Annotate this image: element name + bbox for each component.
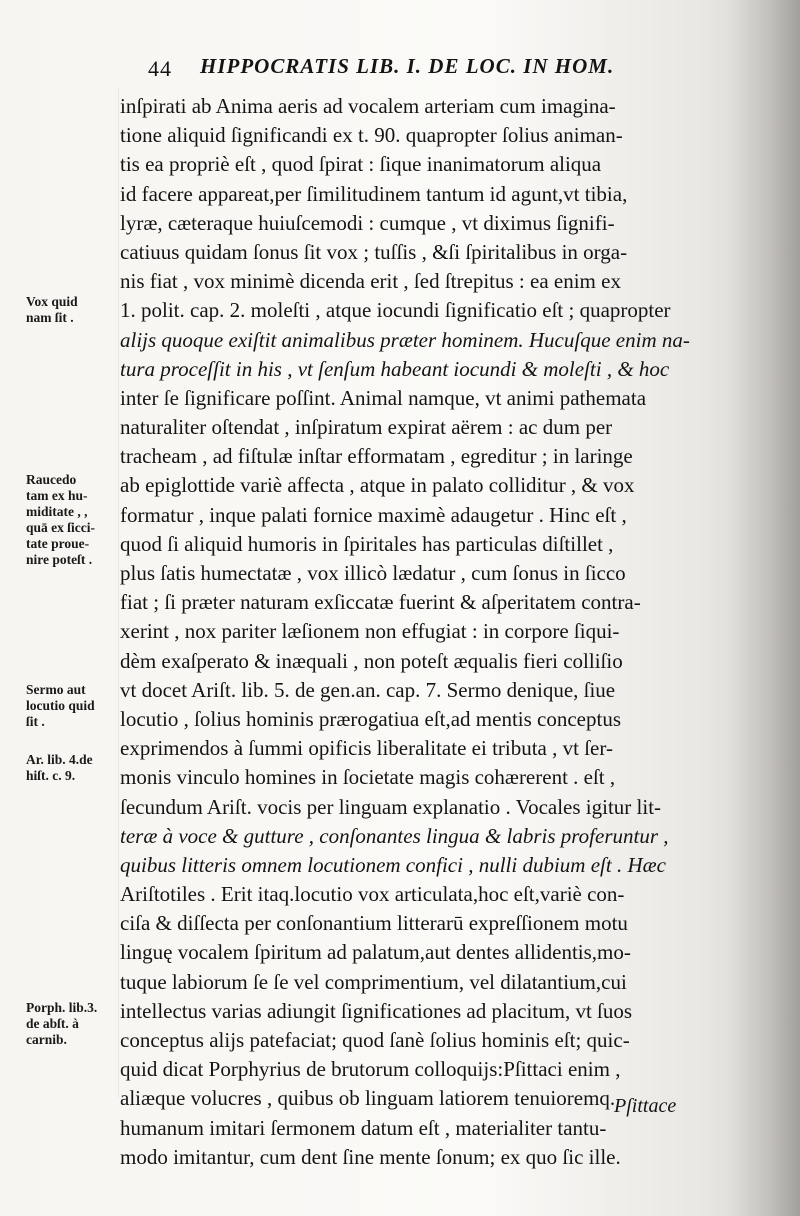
text-line: dèm exaſperato & inæquali , non poteſt æqualis fieri colliſio — [120, 648, 623, 673]
margin-note-line: carnib. — [26, 1032, 67, 1047]
margin-note-line: Ar. lib. 4.de — [26, 752, 93, 767]
margin-note-aristotle-ref — [26, 752, 122, 784]
text-line: ab epiglottide variè affecta , atque in palato colliditur , & vox — [120, 473, 635, 498]
text-line: humanum imitari ſermonem datum eſt , materialiter tantu- — [120, 1115, 607, 1140]
text-line: quod ſi aliquid humoris in ſpiritales has particulas diſtillet , — [120, 531, 614, 556]
margin-note-line: Vox quid — [26, 294, 78, 309]
text-line: conceptus alijs patefaciat; quod ſanè ſolius hominis eſt; quic- — [120, 1028, 630, 1052]
margin-note-line: locutio quid — [26, 698, 95, 713]
main-text-block — [120, 92, 715, 1172]
text-line: aliæque volucres , quibus ob linguam latiorem tenuioremq. — [120, 1086, 616, 1111]
text-line: locutio , ſolius hominis prærogatiua eſt,ad mentis conceptus — [120, 706, 622, 731]
text-line: naturaliter oſtendat , inſpiratum expirat aërem : ac dum per — [120, 415, 613, 440]
margin-note-raucedo — [26, 472, 122, 568]
page-edge-shadow — [730, 0, 800, 1216]
text-line: ciſa & diſſecta per conſonantium litterarū expreſſionem motu — [120, 911, 628, 936]
margin-note-line: tam ex hu- — [26, 488, 88, 503]
margin-note-line: miditate , , — [26, 504, 88, 519]
text-line: exprimendos à ſummi opificis liberalitate ei tributa , vt ſer- — [120, 736, 613, 761]
text-line: plus ſatis humectatæ , vox illicò lædatur , cum ſonus in ſicco — [120, 561, 626, 585]
text-line: modo imitantur, cum dent ſine mente ſonum; ex quo ſic ille. — [120, 1144, 621, 1169]
text-line: quid dicat Porphyrius de brutorum colloquijs:Pſittaci enim , — [120, 1057, 621, 1082]
margin-note-line: de abſt. à — [26, 1016, 79, 1031]
text-line: tione aliquid ſignificandi ex t. 90. quapropter ſolius animan- — [120, 123, 623, 148]
text-line: inſpirati ab Anima aeris ad vocalem arteriam cum imagina- — [120, 94, 616, 118]
margin-note-line: nire poteſt . — [26, 552, 93, 567]
margin-note-line: tate proue- — [26, 536, 90, 551]
running-title: HIPPOCRATIS LIB. I. DE LOC. IN HOM. — [200, 54, 615, 78]
text-line: xerint , nox pariter læſionem non effugiat : in corpore ſiqui- — [120, 619, 620, 644]
text-line: formatur , inque palati fornice maximè adaugetur . Hinc eſt , — [120, 502, 627, 527]
running-head — [148, 52, 693, 82]
text-line: nis fiat , vox minimè dicenda erit , ſed ſtrepitus : ea enim ex — [120, 269, 621, 294]
margin-note-sermo — [26, 682, 122, 730]
margin-note-line: ſit . — [26, 714, 45, 729]
text-line: catiuus quidam ſonus ſit vox ; tuſſis , &ſi ſpiritalibus in orga- — [120, 239, 628, 264]
text-line: tracheam , ad fiſtulæ inſtar efformatam , egreditur ; in laringe — [120, 444, 633, 469]
margin-note-line: hiſt. c. 9. — [26, 768, 76, 783]
margin-note-line: Raucedo — [26, 472, 77, 487]
text-line: linguę vocalem ſpiritum ad palatum,aut dentes allidentis,mo- — [120, 940, 631, 965]
margin-note-line: Sermo aut — [26, 682, 86, 697]
page-number: 44 — [148, 56, 172, 81]
catchword: Pſittace — [614, 1095, 677, 1117]
text-line: id facere appareat,per ſimilitudinem tantum id agunt,vt tibia, — [120, 181, 628, 206]
text-line: intellectus varias adiungit ſignificationes ad placitum, vt ſuos — [120, 998, 633, 1023]
text-line: ſecundum Ariſt. vocis per linguam explanatio . Vocales igitur lit- — [120, 794, 662, 819]
text-column-rule — [118, 88, 119, 1098]
margin-note-vox — [26, 294, 122, 326]
text-line: tuque labiorum ſe ſe vel comprimentium, vel dilatantium,cui — [120, 969, 627, 994]
text-line: tis ea propriè eſt , quod ſpirat : ſique inanimatorum aliqua — [120, 152, 602, 177]
text-line: 1. polit. cap. 2. moleſti , atque iocundi ſignificatio eſt ; quapropter — [120, 298, 671, 323]
text-line: quibus litteris omnem locutionem confici , nulli dubium eſt . Hæc — [120, 852, 666, 877]
text-line: Ariſtotiles . Erit itaq.locutio vox articulata,hoc eſt,variè con- — [120, 882, 625, 907]
margin-note-line: nam ſit . — [26, 310, 74, 325]
text-line: monis vinculo homines in ſocietate magis cohærerent . eſt , — [120, 765, 616, 790]
text-line: alijs quoque exiſtit animalibus præter hominem. Hucuſque enim na- — [120, 327, 690, 352]
text-line: fiat ; ſi præter naturam exſiccatæ fuerint & aſperitatem contra- — [120, 590, 641, 615]
text-line: inter ſe ſignificare poſſint. Animal namque, vt animi pathemata — [120, 385, 647, 410]
text-line: vt docet Ariſt. lib. 5. de gen.an. cap. 7. Sermo denique, ſiue — [120, 677, 616, 702]
text-line: teræ à voce & gutture , conſonantes lingua & labris proferuntur , — [120, 823, 669, 848]
text-line: lyræ, cæteraque huiuſcemodi : cumque , vt diximus ſignifi- — [120, 210, 615, 235]
margin-note-line: Porph. lib.3. — [26, 1000, 98, 1015]
margin-note-line: quā ex ſicci- — [26, 520, 95, 535]
text-line: tura proceſſit in his , vt ſenſum habeant iocundi & moleſti , & hoc — [120, 356, 670, 381]
margin-note-porphyry-ref — [26, 1000, 122, 1048]
